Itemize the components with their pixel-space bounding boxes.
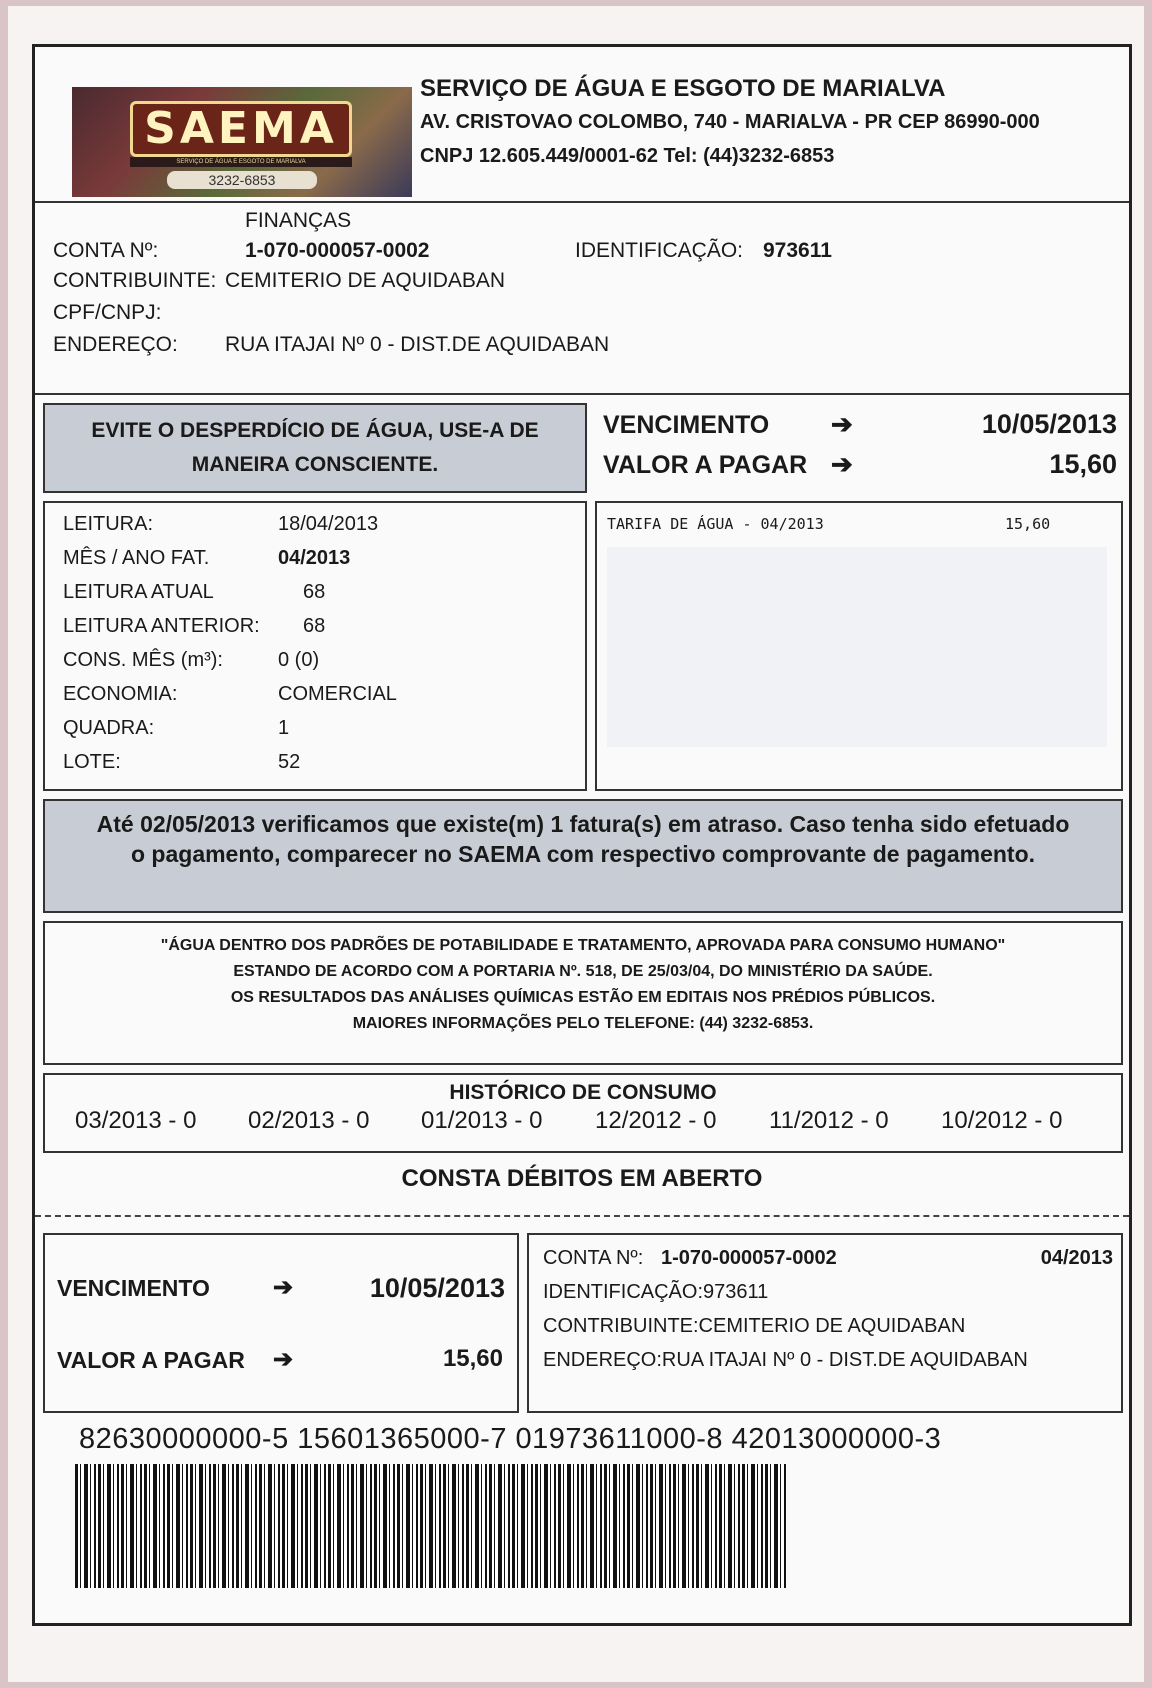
identificacao-value: 973611 xyxy=(763,239,832,262)
water-quality-notice xyxy=(43,921,1123,1065)
stub-contribuinte: CONTRIBUINTE:CEMITERIO DE AQUIDABAN xyxy=(543,1315,966,1337)
tariff-value: 15,60 xyxy=(1005,515,1051,533)
logo-phone: 3232-6853 xyxy=(167,171,317,189)
stub-conta-label: CONTA Nº: xyxy=(543,1247,644,1269)
cpf-label: CPF/CNPJ: xyxy=(53,301,162,324)
reading-value: 1 xyxy=(278,717,290,739)
overdue-alert xyxy=(43,799,1123,913)
reading-label: MÊS / ANO FAT. xyxy=(63,547,210,569)
reading-value: 18/04/2013 xyxy=(278,513,379,535)
tariff-label: TARIFA DE ÁGUA - 04/2013 xyxy=(607,515,824,533)
stub-vencimento-value: 10/05/2013 xyxy=(369,1273,505,1303)
stub-identificacao: IDENTIFICAÇÃO:973611 xyxy=(543,1281,769,1303)
conta-label: CONTA Nº: xyxy=(53,239,159,262)
contribuinte-label: CONTRIBUINTE: xyxy=(53,269,217,292)
stub-endereco: ENDEREÇO:RUA ITAJAI Nº 0 - DIST.DE AQUIDABAN xyxy=(543,1349,1028,1371)
arrow-icon: ➔ xyxy=(831,449,853,479)
reading-value: 68 xyxy=(303,615,326,637)
vencimento-label: VENCIMENTO xyxy=(603,411,770,439)
saema-logo xyxy=(72,87,412,197)
valor-value: 15,60 xyxy=(1049,449,1117,479)
history-item: 02/2013 - 0 xyxy=(248,1107,370,1134)
quality-line-2: ESTANDO DE ACORDO COM A PORTARIA Nº. 518, DE 25/03/04, DO MINISTÉRIO DA SAÚDE. xyxy=(233,963,933,980)
arrow-icon: ➔ xyxy=(831,409,853,439)
reading-value: COMERCIAL xyxy=(278,683,397,705)
notice-line-1: EVITE O DESPERDÍCIO DE ÁGUA, USE-A DE xyxy=(91,419,539,442)
reading-label: CONS. MÊS (m³): xyxy=(63,649,223,671)
reading-value: 68 xyxy=(303,581,326,603)
reading-label: LOTE: xyxy=(63,751,121,773)
vencimento-value: 10/05/2013 xyxy=(981,409,1117,439)
history-item: 03/2013 - 0 xyxy=(75,1107,197,1134)
reading-label: ECONOMIA: xyxy=(63,683,178,705)
alert-line-1: Até 02/05/2013 verificamos que existe(m) 1 fatura(s) em atraso. Caso tenha sido efetuado xyxy=(96,811,1070,837)
arrow-icon: ➔ xyxy=(273,1346,294,1373)
history-title: HISTÓRICO DE CONSUMO xyxy=(449,1081,717,1104)
header-divider xyxy=(35,201,1129,203)
debt-notice: CONSTA DÉBITOS EM ABERTO xyxy=(401,1165,763,1192)
history-item: 01/2013 - 0 xyxy=(421,1107,543,1134)
reading-label: LEITURA ATUAL xyxy=(63,581,214,603)
stub-payment xyxy=(43,1233,519,1413)
reading-label: LEITURA: xyxy=(63,513,154,535)
barcode-number: 82630000000-5 15601365000-7 01973611000-8 42013000000-3 xyxy=(79,1423,942,1455)
stub-conta-value: 1-070-000057-0002 xyxy=(661,1247,837,1269)
history-item: 10/2012 - 0 xyxy=(941,1107,1063,1134)
stub-valor-value: 15,60 xyxy=(442,1345,503,1372)
stub-vencimento-label: VENCIMENTO xyxy=(57,1275,210,1301)
endereco-label: ENDEREÇO: xyxy=(53,333,178,356)
bill-paper xyxy=(8,6,1144,1682)
quality-line-3: OS RESULTADOS DAS ANÁLISES QUÍMICAS ESTÃO EM EDITAIS NOS PRÉDIOS PÚBLICOS. xyxy=(230,989,936,1006)
tear-line xyxy=(35,1215,1129,1217)
identificacao-label: IDENTIFICAÇÃO: xyxy=(575,239,744,262)
conservation-notice xyxy=(43,403,587,493)
stub-period: 04/2013 xyxy=(1040,1247,1113,1269)
tariff-details xyxy=(595,501,1123,791)
logo-subtitle: SERVIÇO DE ÁGUA E ESGOTO DE MARIALVA xyxy=(130,157,352,167)
alert-line-2: o pagamento, comparecer no SAEMA com respectivo comprovante de pagamento. xyxy=(130,841,1036,867)
org-name: SERVIÇO DE ÁGUA E ESGOTO DE MARIALVA xyxy=(420,75,946,102)
contribuinte-value: CEMITERIO DE AQUIDABAN xyxy=(225,269,506,292)
quality-line-1: "ÁGUA DENTRO DOS PADRÕES DE POTABILIDADE E TRATAMENTO, APROVADA PARA CONSUMO HUMANO" xyxy=(160,937,1006,954)
reading-details xyxy=(43,501,587,791)
account-divider xyxy=(35,393,1129,395)
payment-barcode xyxy=(75,1464,787,1588)
stub-account xyxy=(527,1233,1123,1413)
history-item: 12/2012 - 0 xyxy=(595,1107,717,1134)
arrow-icon: ➔ xyxy=(273,1274,294,1301)
reading-value: 52 xyxy=(278,751,301,773)
logo-wordmark: SAEMA xyxy=(130,101,352,157)
endereco-value: RUA ITAJAI Nº 0 - DIST.DE AQUIDABAN xyxy=(225,333,610,356)
org-cnpj-phone: CNPJ 12.605.449/0001-62 Tel: (44)3232-6853 xyxy=(420,145,835,167)
reading-label: QUADRA: xyxy=(63,717,155,739)
reading-label: LEITURA ANTERIOR: xyxy=(63,615,260,637)
watermark-image xyxy=(607,547,1107,747)
conta-value: 1-070-000057-0002 xyxy=(245,239,430,262)
valor-label: VALOR A PAGAR xyxy=(603,451,808,479)
org-address: AV. CRISTOVAO COLOMBO, 740 - MARIALVA - PR CEP 86990-000 xyxy=(420,111,1040,133)
reading-value: 0 (0) xyxy=(278,649,320,671)
quality-line-4: MAIORES INFORMAÇÕES PELO TELEFONE: (44) 3232-6853. xyxy=(352,1015,814,1032)
section-label: FINANÇAS xyxy=(245,209,352,232)
notice-line-2: MANEIRA CONSCIENTE. xyxy=(191,453,439,476)
bill-frame xyxy=(32,44,1132,1626)
stub-valor-label: VALOR A PAGAR xyxy=(57,1347,245,1373)
reading-value: 04/2013 xyxy=(278,547,351,569)
history-item: 11/2012 - 0 xyxy=(769,1107,889,1134)
